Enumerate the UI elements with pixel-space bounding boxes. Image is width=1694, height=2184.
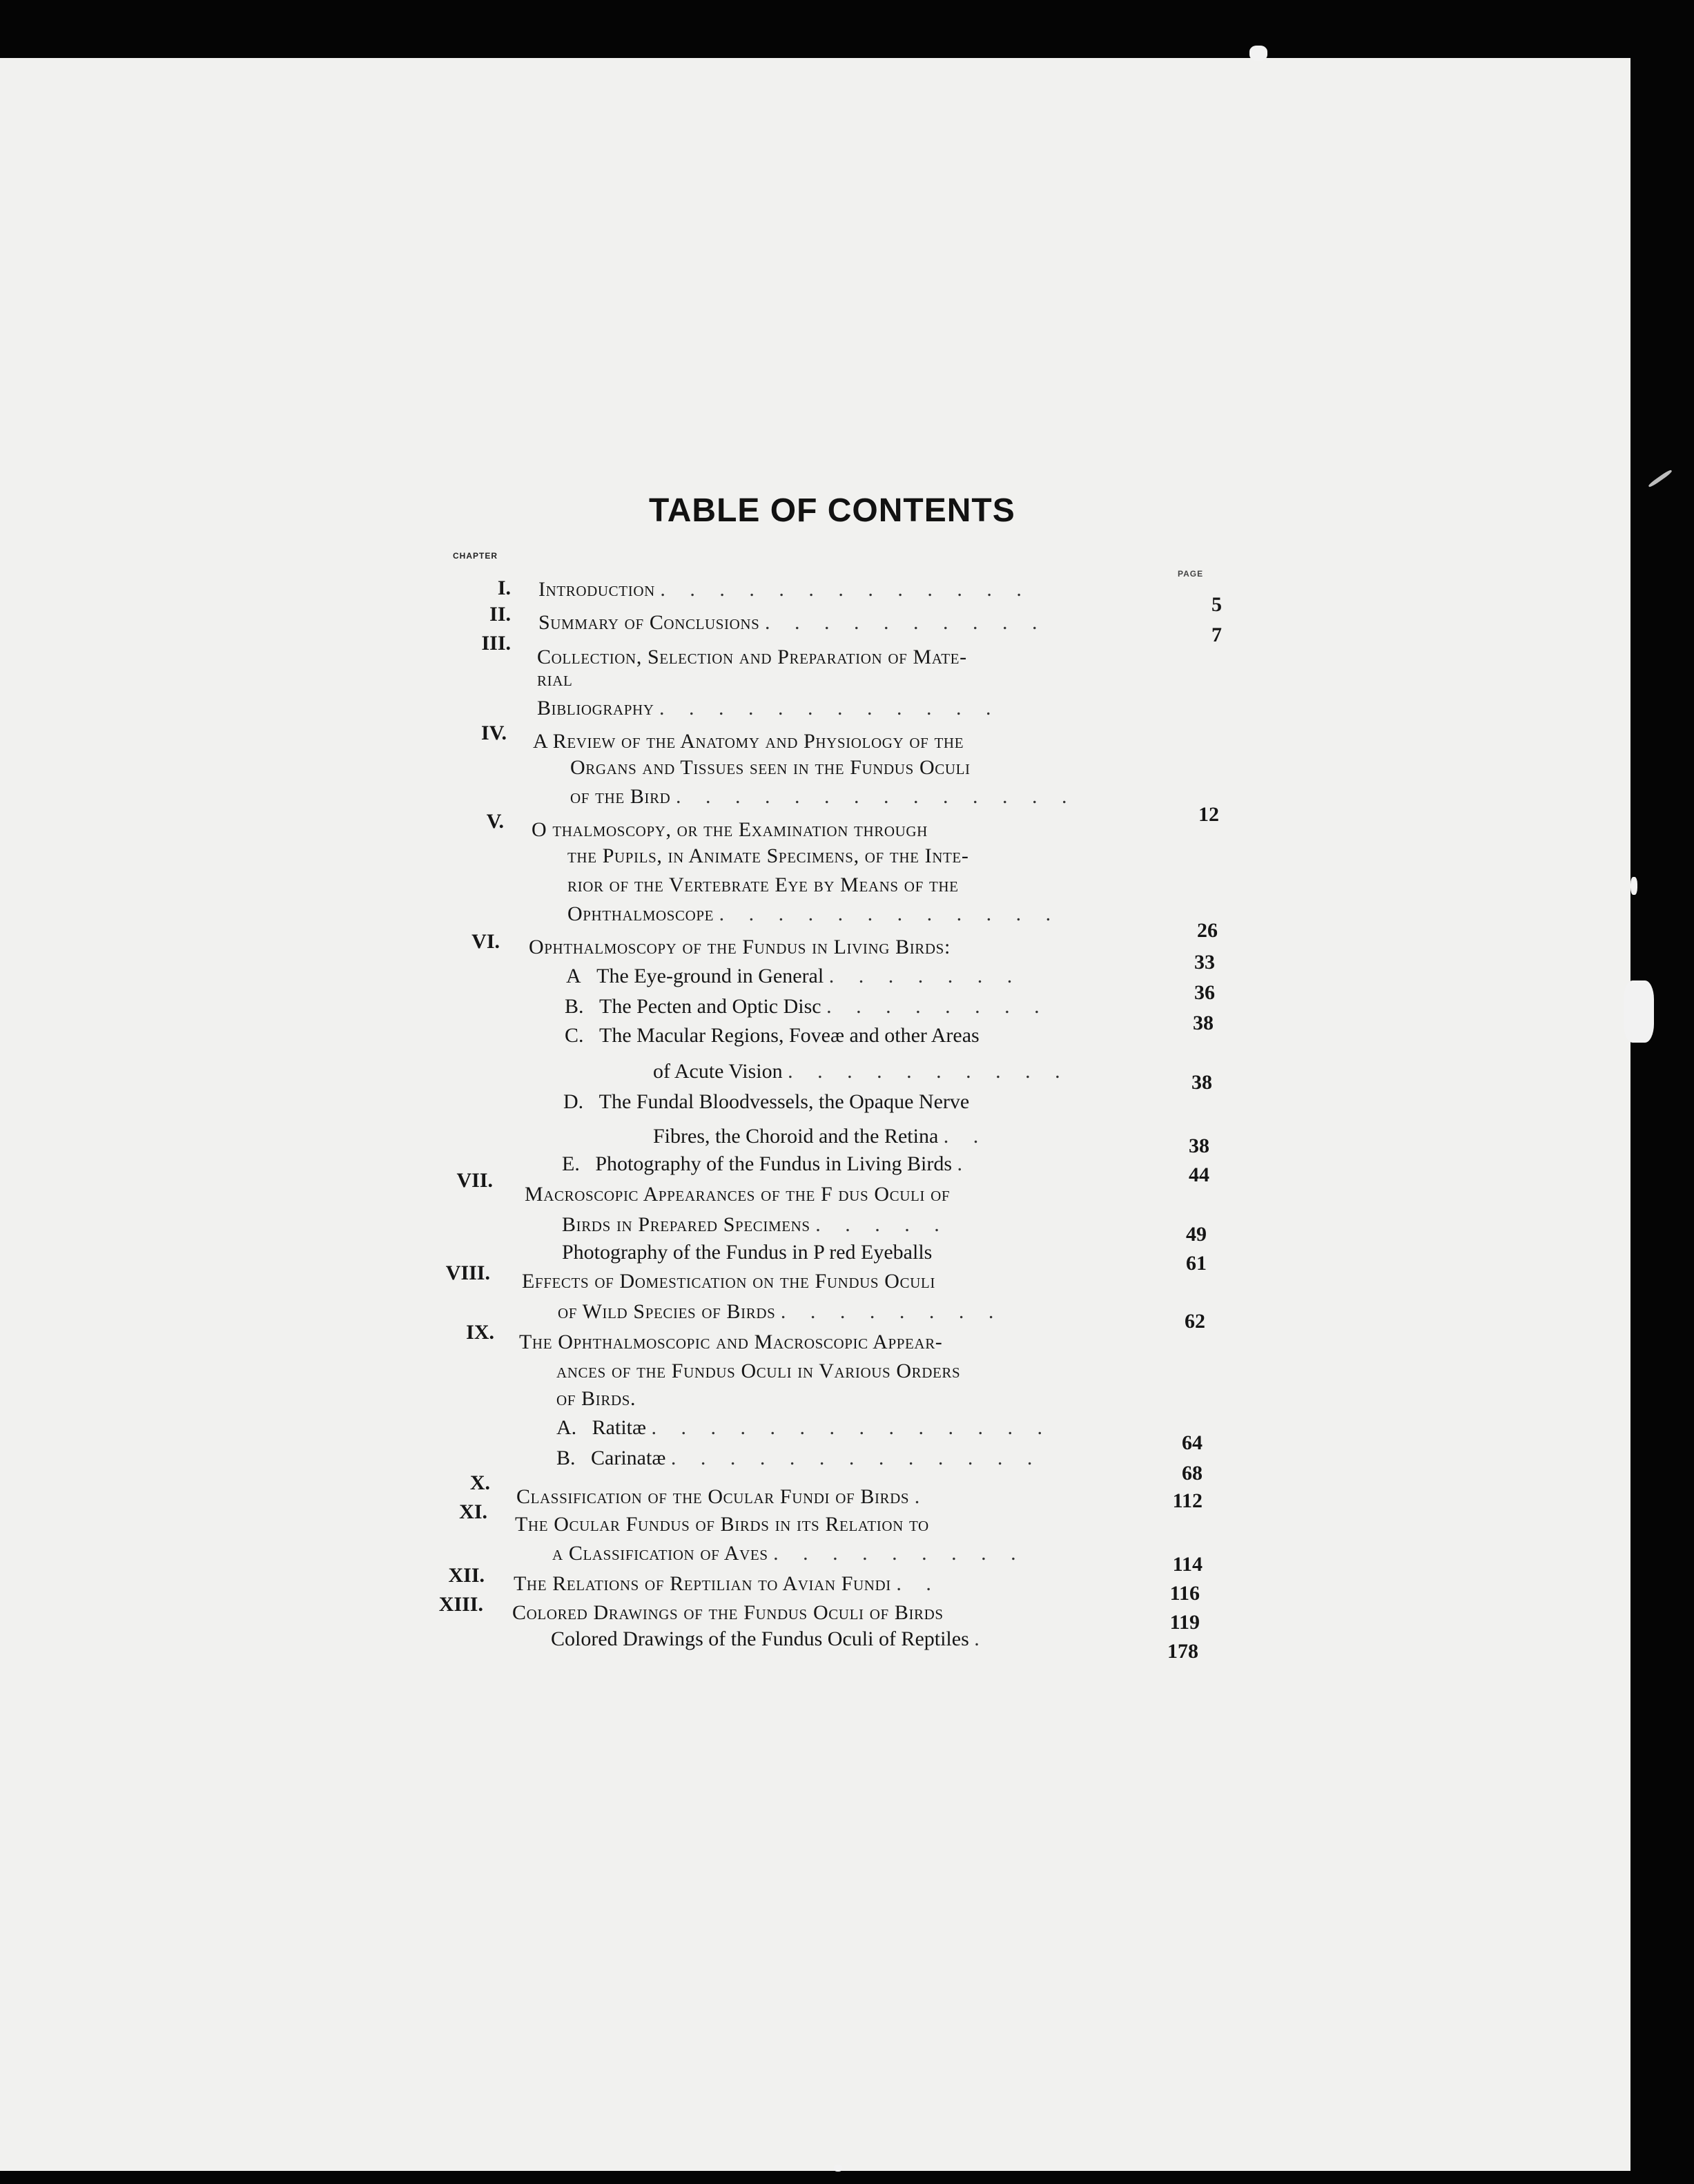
chapter-number: XIII. <box>438 1593 483 1616</box>
toc-entry <box>537 645 967 670</box>
dust-speck <box>1249 46 1267 61</box>
entry-title: The Relations of Reptilian to Avian Fundi <box>514 1572 891 1595</box>
toc-entry <box>525 1182 950 1207</box>
toc-entry <box>512 1601 944 1625</box>
entry-title: Birds in Prepared Specimens <box>562 1213 810 1236</box>
chapter-number: VIII. <box>445 1262 490 1284</box>
page-number: 26 <box>1197 919 1218 942</box>
chapter-number: V. <box>486 810 504 833</box>
chapter-column-label: CHAPTER <box>453 551 498 561</box>
page-number: 38 <box>1189 1134 1209 1157</box>
entry-title: Summary of Conclusions <box>538 611 760 634</box>
toc-entry-continuation <box>556 1359 960 1384</box>
page-number: 33 <box>1194 951 1215 974</box>
page-number: 12 <box>1198 803 1219 826</box>
page-column-label: PAGE <box>1178 569 1204 579</box>
toc-entry <box>529 935 951 960</box>
page-number: 119 <box>1169 1611 1200 1634</box>
page-number: 5 <box>1211 593 1222 616</box>
toc-entry <box>538 610 1046 635</box>
toc-entry-continuation <box>570 755 971 780</box>
dot-leader: . . <box>943 1125 989 1148</box>
dot-leader: . <box>914 1485 930 1508</box>
entry-title: rial <box>537 668 573 690</box>
toc-entry <box>514 1572 941 1596</box>
page-number: 36 <box>1194 981 1215 1004</box>
page-number: 49 <box>1186 1223 1207 1246</box>
book-page <box>0 58 1630 2171</box>
page-number: 112 <box>1172 1489 1203 1512</box>
toc-entry <box>538 577 1031 602</box>
toc-entry <box>532 818 928 842</box>
dust-speck <box>1630 877 1637 895</box>
toc-subentry-continuation <box>653 1124 988 1149</box>
page-number: 68 <box>1182 1462 1203 1485</box>
entry-title: Photography of the Fundus in Living Birds <box>595 1152 952 1175</box>
toc-entry <box>515 1512 929 1537</box>
chapter-number: VI. <box>471 930 500 953</box>
toc-entry-continuation <box>556 1386 636 1411</box>
toc-entry <box>533 729 964 754</box>
subentry-letter: C. <box>565 1024 584 1047</box>
chapter-number: X. <box>469 1471 490 1494</box>
dot-leader: . . . . . . . . . . . . . . <box>651 1416 1053 1439</box>
chapter-number: VII. <box>456 1169 493 1192</box>
entry-title: Classification of the Ocular Fundi of Birds <box>516 1485 910 1508</box>
page-number: 62 <box>1185 1310 1205 1333</box>
page-number: 114 <box>1172 1553 1203 1576</box>
chapter-number: II. <box>489 603 511 626</box>
entry-title: Colored Drawings of the Fundus Oculi of Reptiles <box>551 1627 969 1650</box>
toc-entry-continuation <box>567 844 968 869</box>
entry-title: The Fundal Bloodvessels, the Opaque Nerve <box>598 1090 970 1113</box>
entry-title: The Ophthalmoscopic and Macroscopic Appear- <box>519 1331 943 1353</box>
toc-entry <box>519 1330 942 1355</box>
dot-leader: . . <box>896 1572 941 1595</box>
paper-fragment <box>1624 980 1654 1043</box>
dot-leader: . <box>957 1152 972 1175</box>
chapter-number: XII. <box>448 1564 485 1587</box>
toc-entry-continuation <box>558 1299 1003 1324</box>
toc-entry <box>537 696 1001 721</box>
dot-leader: . <box>974 1627 989 1650</box>
entry-title: Effects of Domestication on the Fundus Oculi <box>522 1270 935 1293</box>
dot-leader: . . . . . . . . <box>826 995 1049 1018</box>
subentry-letter: D. <box>563 1090 584 1113</box>
dust-speck <box>1648 469 1673 488</box>
toc-entry-continuation <box>537 667 572 692</box>
entry-title: Ophthalmoscopy of the Fundus in Living Birds: <box>529 936 951 958</box>
toc-entry-continuation <box>570 784 1076 809</box>
entry-title: of Birds. <box>556 1387 636 1410</box>
page-number: 7 <box>1211 624 1222 646</box>
toc-entry <box>562 1240 932 1265</box>
entry-title: The Pecten and Optic Disc <box>599 995 821 1018</box>
subentry-letter: A <box>566 965 581 987</box>
dot-leader: . . . . . . . . <box>780 1300 1004 1323</box>
entry-title: of the Bird <box>570 785 671 808</box>
entry-title: Colored Drawings of the Fundus Oculi of Birds <box>512 1601 944 1624</box>
entry-title: The Eye-ground in General <box>596 965 824 987</box>
entry-title: A Review of the Anatomy and Physiology of the <box>533 730 964 753</box>
dot-leader: . . . . . . . . . . . . . <box>660 578 1031 601</box>
page-number: 38 <box>1191 1071 1212 1094</box>
dot-leader: . . . . . . . . . . . . . . <box>675 785 1077 808</box>
chapter-number: IV. <box>481 722 507 744</box>
toc-entry-continuation <box>552 1541 1026 1566</box>
entry-title: Macroscopic Appearances of the F dus Oculi of <box>525 1183 951 1206</box>
dust-speck <box>834 2165 842 2172</box>
entry-title: Fibres, the Choroid and the Retina <box>653 1125 939 1148</box>
subentry-letter: E. <box>562 1152 580 1175</box>
entry-title: O thalmoscopy, or the Examination through <box>532 818 928 841</box>
entry-title: rior of the Vertebrate Eye by Means of the <box>567 873 959 896</box>
entry-title: Photography of the Fundus in P red Eyeballs <box>562 1241 933 1264</box>
entry-title: Ophthalmoscope <box>567 902 714 925</box>
page-title: TABLE OF CONTENTS <box>649 492 1015 529</box>
entry-title: Collection, Selection and Preparation of Mate- <box>537 646 967 668</box>
dot-leader: . . . . . <box>815 1213 949 1236</box>
entry-title: a Classification of Aves <box>552 1542 768 1565</box>
entry-title: The Ocular Fundus of Birds in its Relation to <box>515 1513 929 1536</box>
subentry-letter: A. <box>556 1416 577 1439</box>
toc-entry-continuation <box>562 1212 949 1237</box>
dot-leader: . . . . . . . . . <box>773 1542 1026 1565</box>
entry-title: Organs and Tissues seen in the Fundus Oculi <box>570 756 971 779</box>
toc-subentry <box>562 1152 972 1177</box>
page-number: 44 <box>1189 1163 1209 1186</box>
toc-entry <box>522 1269 935 1294</box>
dot-leader: . . . . . . . . . . . . . <box>670 1447 1042 1469</box>
entry-title: Carinatæ <box>591 1447 666 1469</box>
dot-leader: . . . . . . . . . . <box>788 1060 1070 1083</box>
entry-title: the Pupils, in Animate Specimens, of the Inte- <box>567 844 969 867</box>
entry-title: ances of the Fundus Oculi in Various Orders <box>556 1360 961 1382</box>
entry-title: Introduction <box>538 578 655 601</box>
page-number: 116 <box>1169 1582 1200 1605</box>
page-number: 64 <box>1182 1431 1203 1454</box>
page-number: 38 <box>1193 1012 1214 1034</box>
toc-subentry <box>563 1090 969 1114</box>
toc-entry-continuation <box>567 902 1060 927</box>
dot-leader: . . . . . . . . . . . . <box>719 902 1061 925</box>
entry-title: of Acute Vision <box>653 1060 783 1083</box>
dot-leader: . . . . . . . . . . . . <box>659 697 1001 719</box>
subentry-letter: B. <box>556 1447 576 1469</box>
entry-title: The Macular Regions, Foveæ and other Areas <box>599 1024 980 1047</box>
toc-entry-continuation <box>567 873 959 898</box>
toc-entry <box>551 1627 989 1652</box>
toc-subentry <box>556 1446 1042 1471</box>
toc-subentry <box>566 964 1022 989</box>
entry-title: of Wild Species of Birds <box>558 1300 776 1323</box>
dot-leader: . . . . . . . <box>828 965 1022 987</box>
chapter-number: XI. <box>459 1500 487 1523</box>
chapter-number: III. <box>481 632 511 655</box>
chapter-number: IX. <box>466 1321 494 1344</box>
toc-subentry <box>556 1415 1052 1440</box>
subentry-letter: B. <box>565 995 584 1018</box>
page-number: 178 <box>1167 1640 1198 1663</box>
entry-title: Bibliography <box>537 697 654 719</box>
entry-title: Ratitæ <box>592 1416 647 1439</box>
page-number: 61 <box>1186 1252 1207 1275</box>
dot-leader: . . . . . . . . . . <box>764 611 1047 634</box>
chapter-number: I. <box>497 577 511 599</box>
toc-subentry <box>565 1023 980 1048</box>
toc-entry <box>516 1485 929 1509</box>
toc-subentry <box>565 994 1049 1019</box>
toc-subentry-continuation <box>653 1059 1070 1084</box>
